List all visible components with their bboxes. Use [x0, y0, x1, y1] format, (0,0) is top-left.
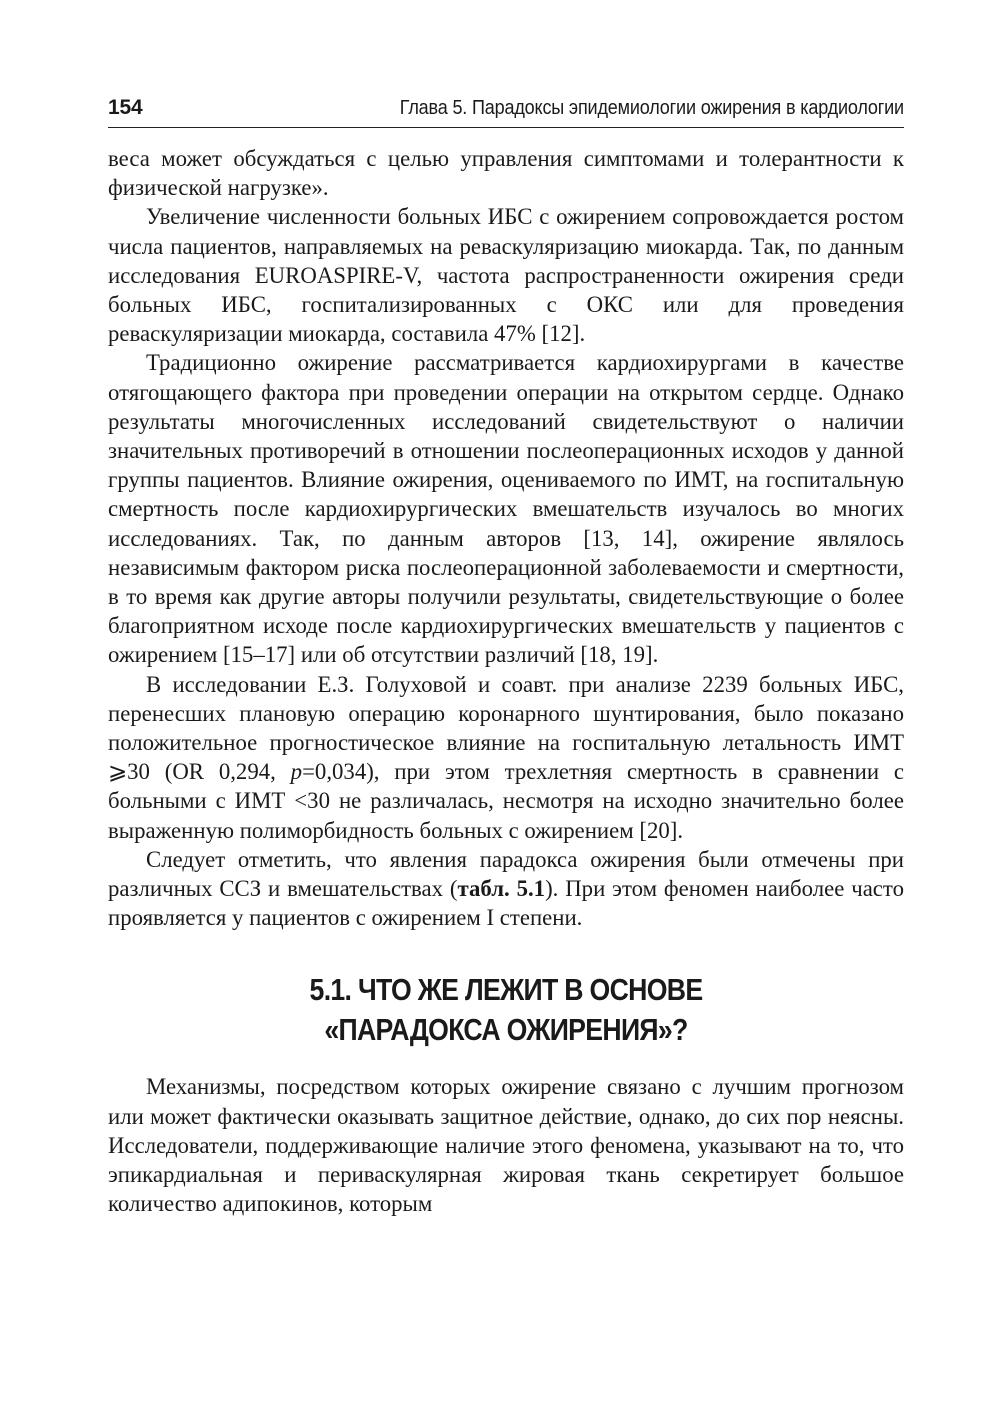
section-heading — [164, 970, 849, 1050]
paragraph-3: Традиционно ожирение рассматривается кардиохирургами в качестве отягощающего фактора при проведении операции на открытом сердце. Однако результаты многочисленных исследований свидетельствуют о наличии значительных противоречий в отношении послеоперационных исходов у данной группы пациентов. Влияние ожирения, оцениваемого по ИМТ, на госпитальную смертность после кардиохирургических вмешательств изучалось во многих исследованиях. Так, по данным авторов [13, 14], ожирение являлось независимым фактором риска послеоперационной заболеваемости и смертности, в то время как другие авторы получили результаты, свидетельствующие о более благоприятном исходе после кардиохирургических вмешательств у пациентов с ожирением [15–17] или об отсутствии различий [18, 19]. — [108, 350, 904, 668]
p-value-symbol: p — [290, 759, 303, 785]
paragraph-5-text-a: Следует отметить, что явления парадокса ожирения были отмечены при различных ССЗ и вмешательствах ( — [108, 846, 904, 902]
section-heading-line-2: «ПАРАДОКСА ОЖИРЕНИЯ»? — [324, 1012, 688, 1048]
paragraph-2: Увеличение численности больных ИБС с ожирением сопровождается ростом числа пациентов, направляемых на реваскуляризацию миокарда. Так, по данным исследования EUROASPIRE-V, частота распространенности ожирения среди больных ИБС, госпитализированных с ОКС или для проведения реваскуляризации миокарда, составила 47% [12]. — [108, 204, 904, 347]
section-heading-line-1: 5.1. ЧТО ЖЕ ЛЕЖИТ В ОСНОВЕ — [309, 972, 703, 1008]
chapter-title: Глава 5. Парадоксы эпидемиологии ожирения в кардиологии — [399, 96, 904, 119]
paragraph-4-text-a: В исследовании Е.З. Голуховой и соавт. при анализе 2239 больных ИБС, перенесших плановую операцию коронарного шунтирования, было показано положительное прогностическое влияние на госпитальную летальность ИМТ ⩾30 (OR 0,294, — [108, 671, 904, 785]
paragraph-1: веса может обсуждаться с целью управления симптомами и толерантности к физической нагрузке». — [108, 146, 904, 201]
paragraph-4 — [108, 670, 904, 845]
table-reference: табл. 5.1 — [457, 876, 546, 902]
running-header — [108, 96, 904, 128]
paragraph-5 — [108, 845, 904, 933]
body-text — [108, 144, 904, 1219]
paragraph-6: Механизмы, посредством которых ожирение связано с лучшим прогнозом или может фактически оказывать защитное действие, однако, до сих пор неясны. Исследователи, поддерживающие наличие этого феномена, указывают на то, что эпикардиальная и периваскулярная жировая ткань секретирует большое количество адипокинов, которым — [108, 1074, 904, 1217]
book-page — [108, 96, 904, 1219]
paragraph-4-text-b: =0,034), при этом трехлетняя смертность в сравнении с больными с ИМТ <30 не различалась, несмотря на исходно значительно более выраженную полиморбидность больных с ожирением [20]. — [108, 759, 905, 843]
paragraph-5-text-b: ). При этом феномен наиболее часто проявляется у пациентов с ожирением I степени. — [108, 876, 904, 931]
page-number: 154 — [108, 96, 143, 119]
